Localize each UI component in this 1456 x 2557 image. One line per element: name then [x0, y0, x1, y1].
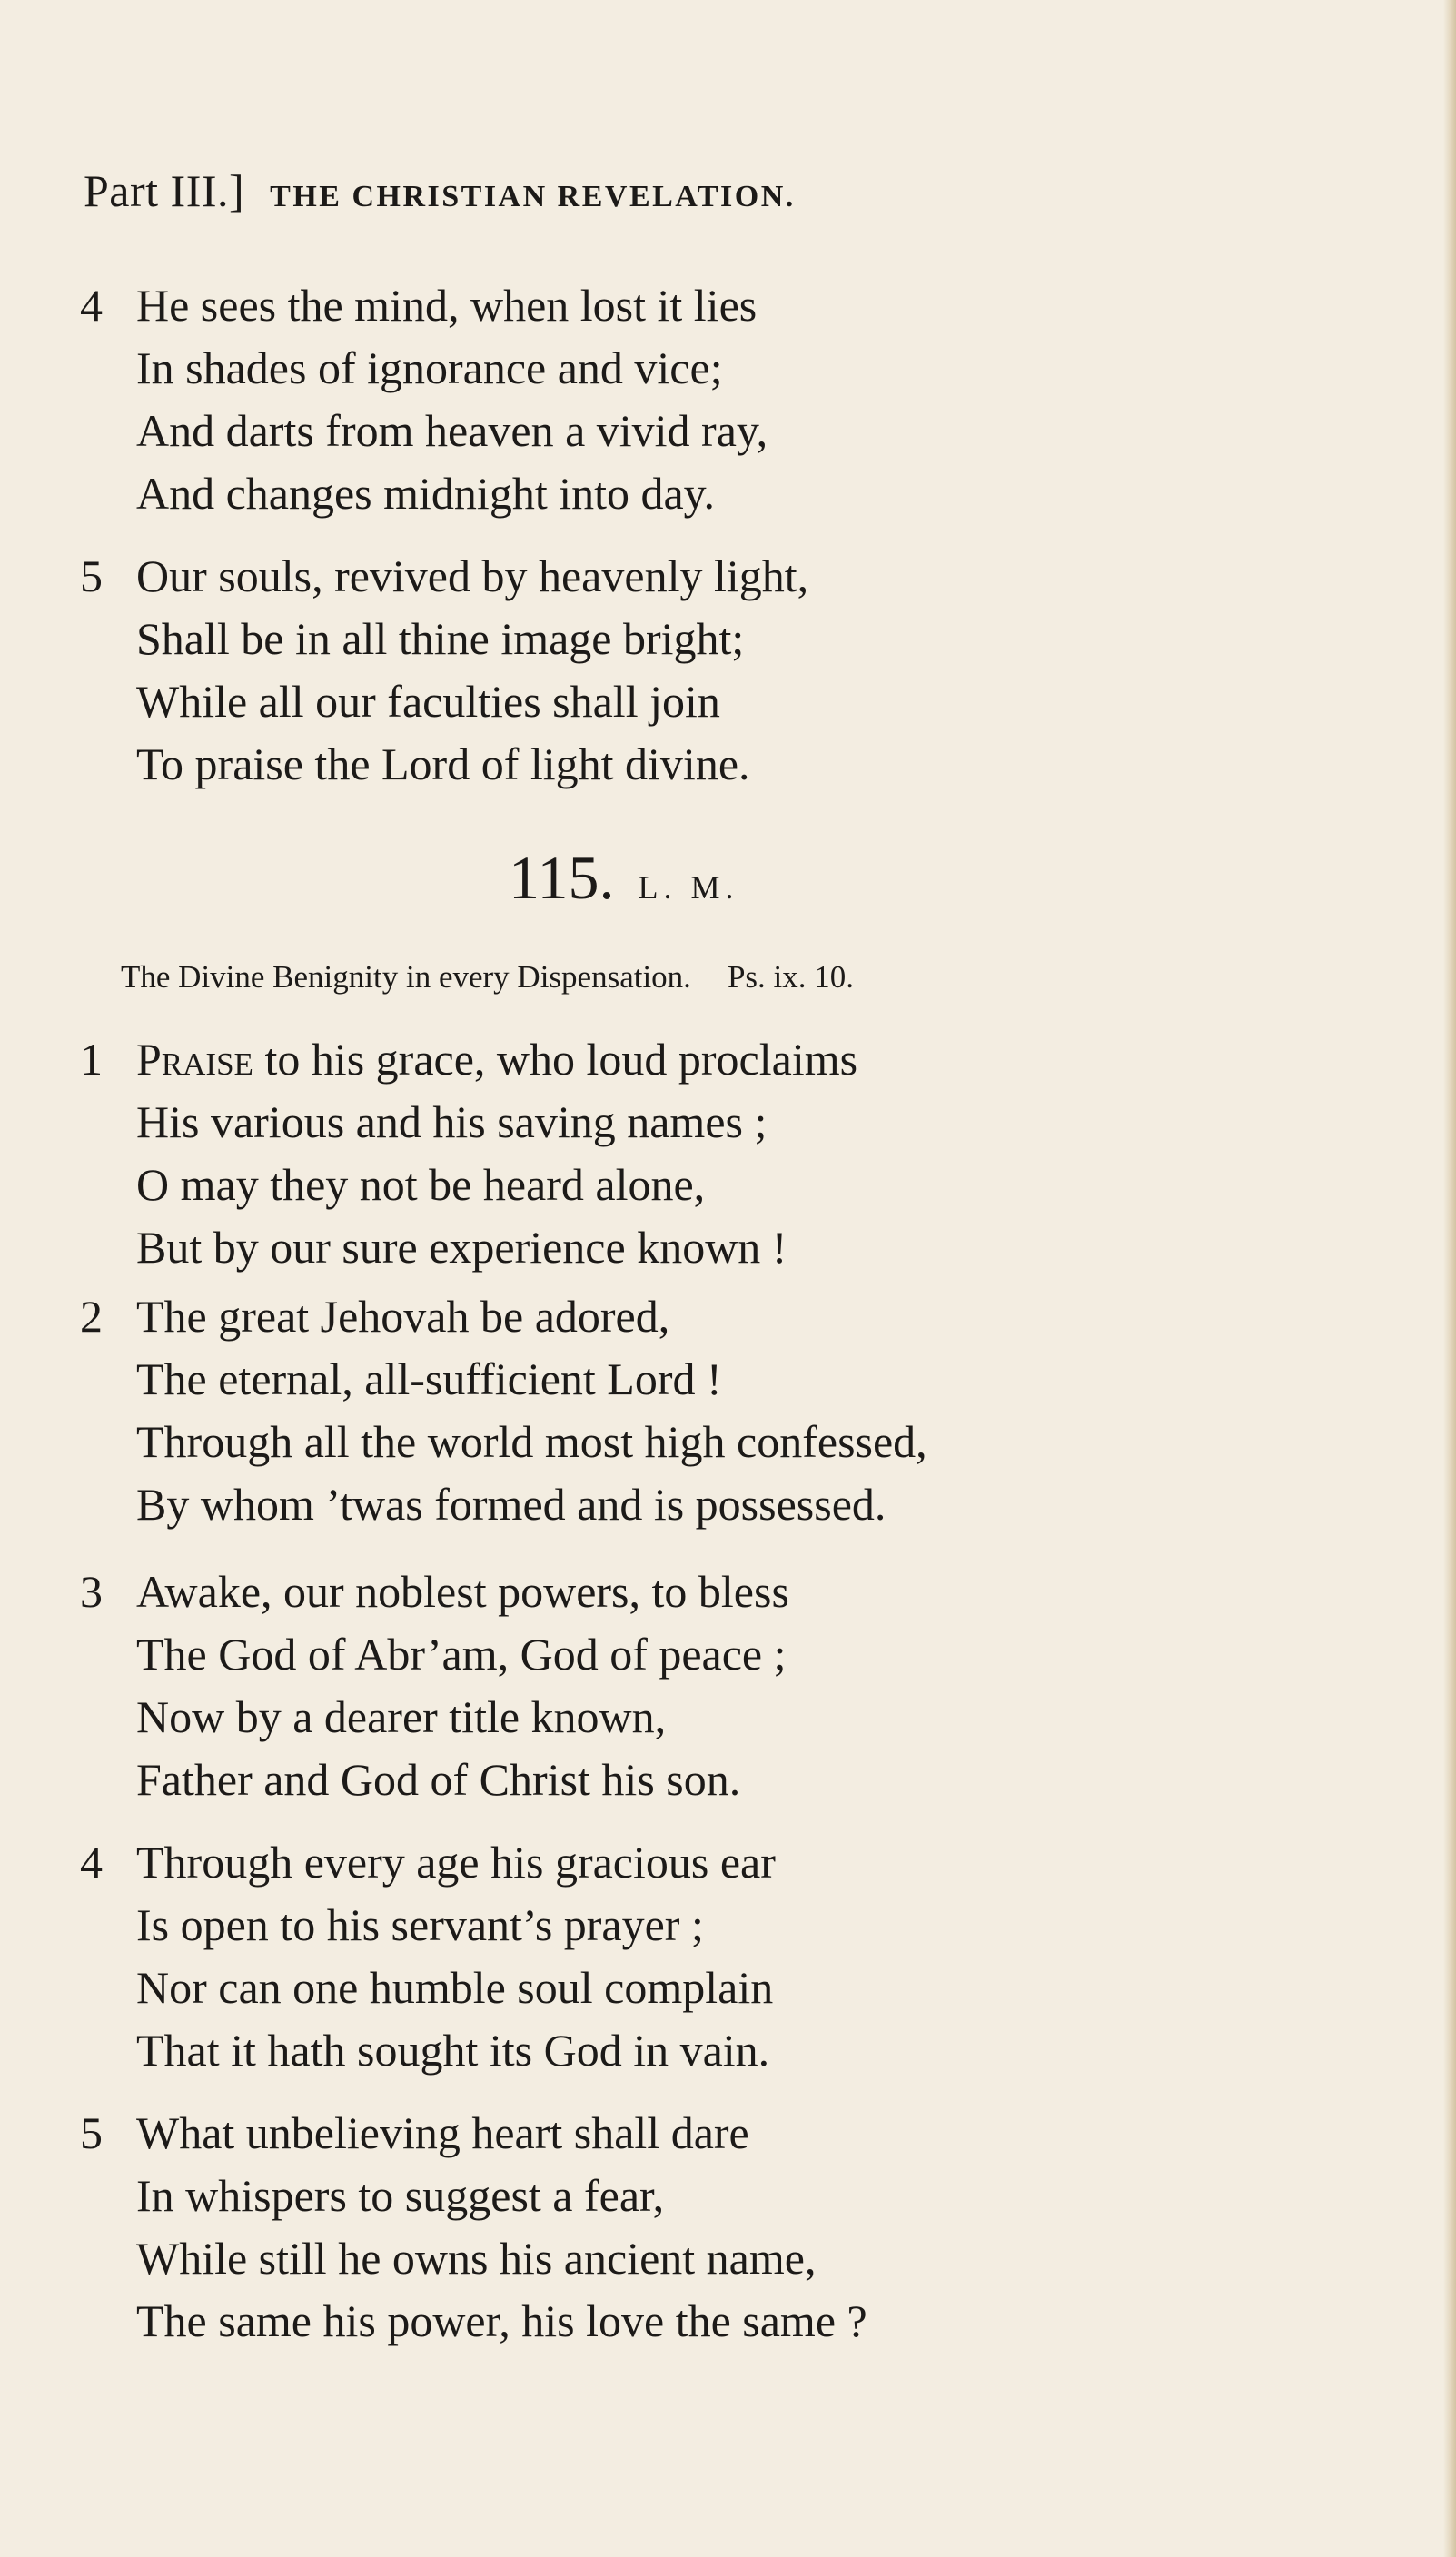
stanza-line: Father and God of Christ his son.: [136, 1754, 741, 1805]
stanza-line: That it hath sought its God in vain.: [136, 2025, 770, 2076]
hymn-subtitle-text: The Divine Benignity in every Dispensation.: [121, 959, 691, 995]
stanza-number: 5: [80, 550, 103, 601]
stanza-line: The God of Abr’am, God of peace ;: [136, 1629, 787, 1680]
stanza-number: 3: [80, 1566, 103, 1617]
stanza-line: His various and his saving names ;: [136, 1096, 768, 1147]
hymn-stanza-4: [80, 1831, 776, 2082]
stanza-line: O may they not be heard alone,: [136, 1159, 706, 1210]
stanza-line: Our souls, revived by heavenly light,: [136, 550, 809, 601]
stanza-line: While all our faculties shall join: [136, 676, 720, 727]
hymn-meter: L. M.: [638, 869, 739, 906]
part-label: Part III.]: [84, 165, 245, 216]
intro-stanza-5: [80, 545, 809, 796]
opening-word: Praise: [136, 1034, 253, 1085]
hymn-subtitle: [121, 961, 854, 993]
stanza-line: To praise the Lord of light divine.: [136, 738, 750, 789]
stanza-line: The great Jehovah be adored,: [136, 1291, 670, 1342]
stanza-line: In shades of ignorance and vice;: [136, 342, 723, 393]
stanza-number: 4: [80, 1837, 103, 1888]
scripture-reference: Ps. ix. 10.: [727, 959, 854, 995]
stanza-line: The same his power, his love the same ?: [136, 2295, 867, 2346]
stanza-line: By whom ’twas formed and is possessed.: [136, 1479, 886, 1530]
stanza-line: And darts from heaven a vivid ray,: [136, 405, 768, 456]
stanza-line: In whispers to suggest a fear,: [136, 2170, 665, 2221]
opening-line-rest: to his grace, who loud proclaims: [253, 1034, 858, 1085]
running-header: [84, 165, 796, 216]
stanza-line: Through every age his gracious ear: [136, 1837, 776, 1888]
stanza-line: Nor can one humble soul complain: [136, 1962, 774, 2013]
stanza-number: 5: [80, 2107, 103, 2158]
page-edge: [1443, 0, 1456, 2557]
intro-stanza-4: [80, 274, 768, 525]
hymn-heading: [509, 843, 739, 912]
stanza-line: Awake, our noblest powers, to bless: [136, 1566, 789, 1617]
stanza-line: Now by a dearer title known,: [136, 1691, 667, 1742]
hymn-number: 115.: [509, 843, 615, 912]
stanza-line: [136, 1028, 857, 1091]
stanza-line: But by our sure experience known !: [136, 1222, 787, 1273]
stanza-number: 2: [80, 1291, 103, 1342]
stanza-line: What unbelieving heart shall dare: [136, 2107, 749, 2158]
hymn-stanza-2: [80, 1285, 927, 1536]
running-title: THE CHRISTIAN REVELATION.: [270, 180, 796, 213]
stanza-number: 1: [80, 1034, 103, 1085]
stanza-line: The eternal, all-sufficient Lord !: [136, 1353, 722, 1404]
stanza-line: Through all the world most high confessed,: [136, 1416, 927, 1467]
stanza-number: 4: [80, 280, 103, 331]
stanza-line: Is open to his servant’s prayer ;: [136, 1899, 704, 1950]
hymn-stanza-5: [80, 2102, 867, 2353]
stanza-line: While still he owns his ancient name,: [136, 2233, 817, 2284]
stanza-line: And changes midnight into day.: [136, 468, 715, 519]
hymn-stanza-3: [80, 1561, 789, 1811]
stanza-line: He sees the mind, when lost it lies: [136, 280, 758, 331]
stanza-line: Shall be in all thine image bright;: [136, 613, 745, 664]
hymn-stanza-1: [80, 1028, 858, 1279]
